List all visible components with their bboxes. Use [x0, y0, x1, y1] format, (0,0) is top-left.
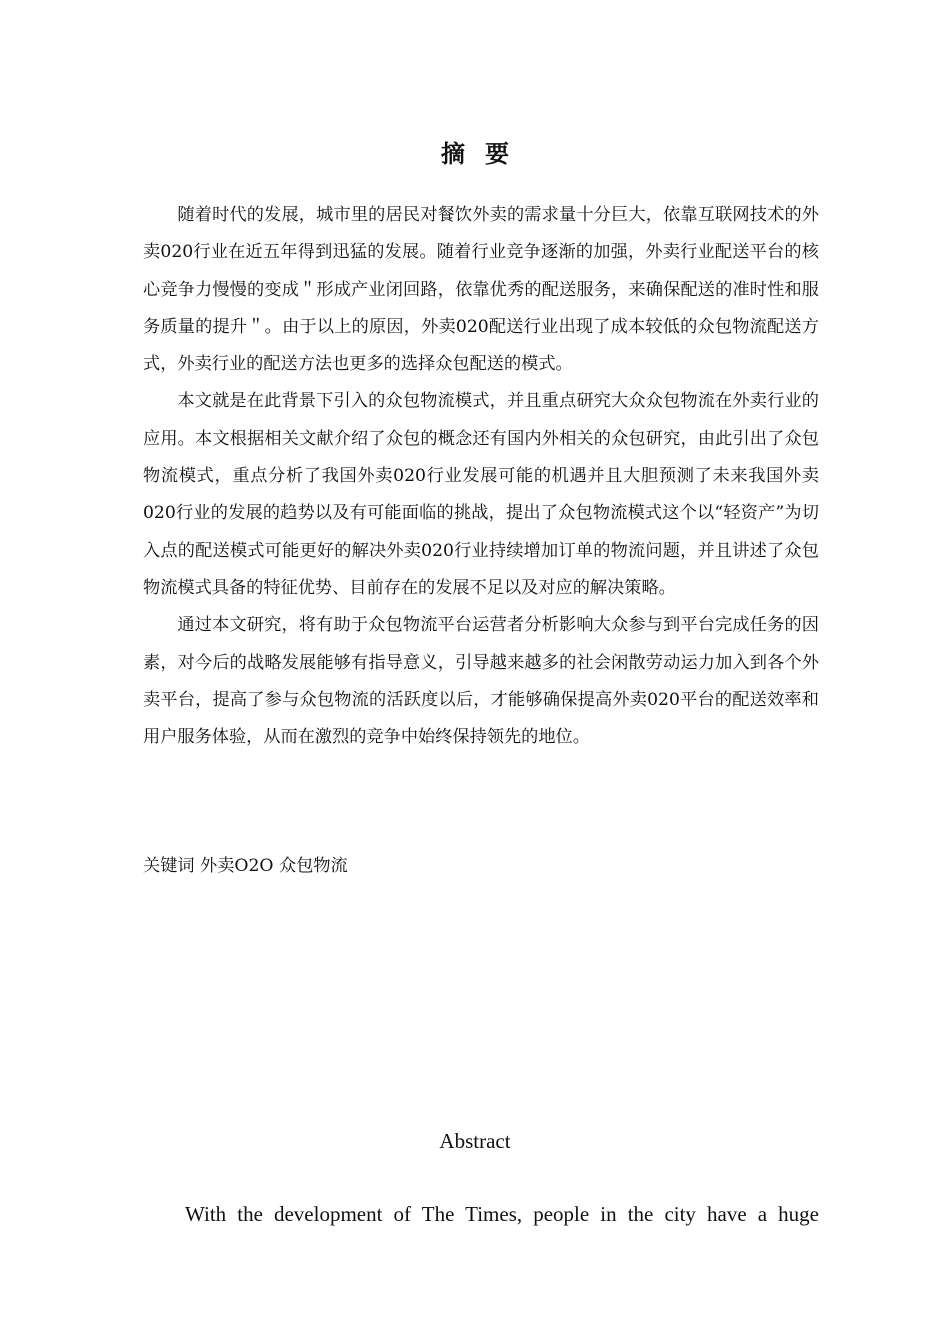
- english-abstract-title: Abstract: [439, 1129, 511, 1153]
- chinese-abstract-title: 摘要: [441, 140, 529, 168]
- abstract-paragraph-2: 本文就是在此背景下引入的众包物流模式，并且重点研究大众众包物流在外卖行业的应用。本文根据相关文献介绍了众包的概念还有国内外相关的众包研究，由此引出了众包物流模式，重点分析了我国外卖020行业发展可能的机遇并且大胆预测了未来我国外卖020行业的发展的趋势以及有可能面临的挑战，提出了众包物流模式这个以“轻资产”为切入点的配送模式可能更好的解决外卖020行业持续增加订单的物流问题，并且讲述了众包物流模式具备的特征优势、目前存在的发展不足以及对应的解决策略。: [143, 391, 819, 598]
- abstract-paragraph-3: 通过本文研究，将有助于众包物流平台运营者分析影响大众参与到平台完成任务的因素，对今后的战略发展能够有指导意义，引导越来越多的社会闲散劳动运力加入到各个外卖平台，提高了参与众包物流的活跃度以后，才能够确保提高外卖020平台的配送效率和用户服务体验，从而在激烈的竞争中始终保持领先的地位。: [143, 615, 819, 748]
- english-abstract-first-line: With the development of The Times, people in the city have a huge: [185, 1202, 819, 1226]
- chinese-abstract-body: [143, 197, 819, 756]
- keywords-line: 关键词 外卖O2O 众包物流: [143, 856, 348, 876]
- abstract-paragraph-1: 随着时代的发展，城市里的居民对餐饮外卖的需求量十分巨大，依靠互联网技术的外卖020行业在近五年得到迅猛的发展。随着行业竞争逐渐的加强，外卖行业配送平台的核心竞争力慢慢的变成＂形成产业闭回路，依靠优秀的配送服务，来确保配送的准时性和服务质量的提升＂。由于以上的原因，外卖020配送行业出现了成本较低的众包物流配送方式，外卖行业的配送方法也更多的选择众包配送的模式。: [143, 205, 819, 375]
